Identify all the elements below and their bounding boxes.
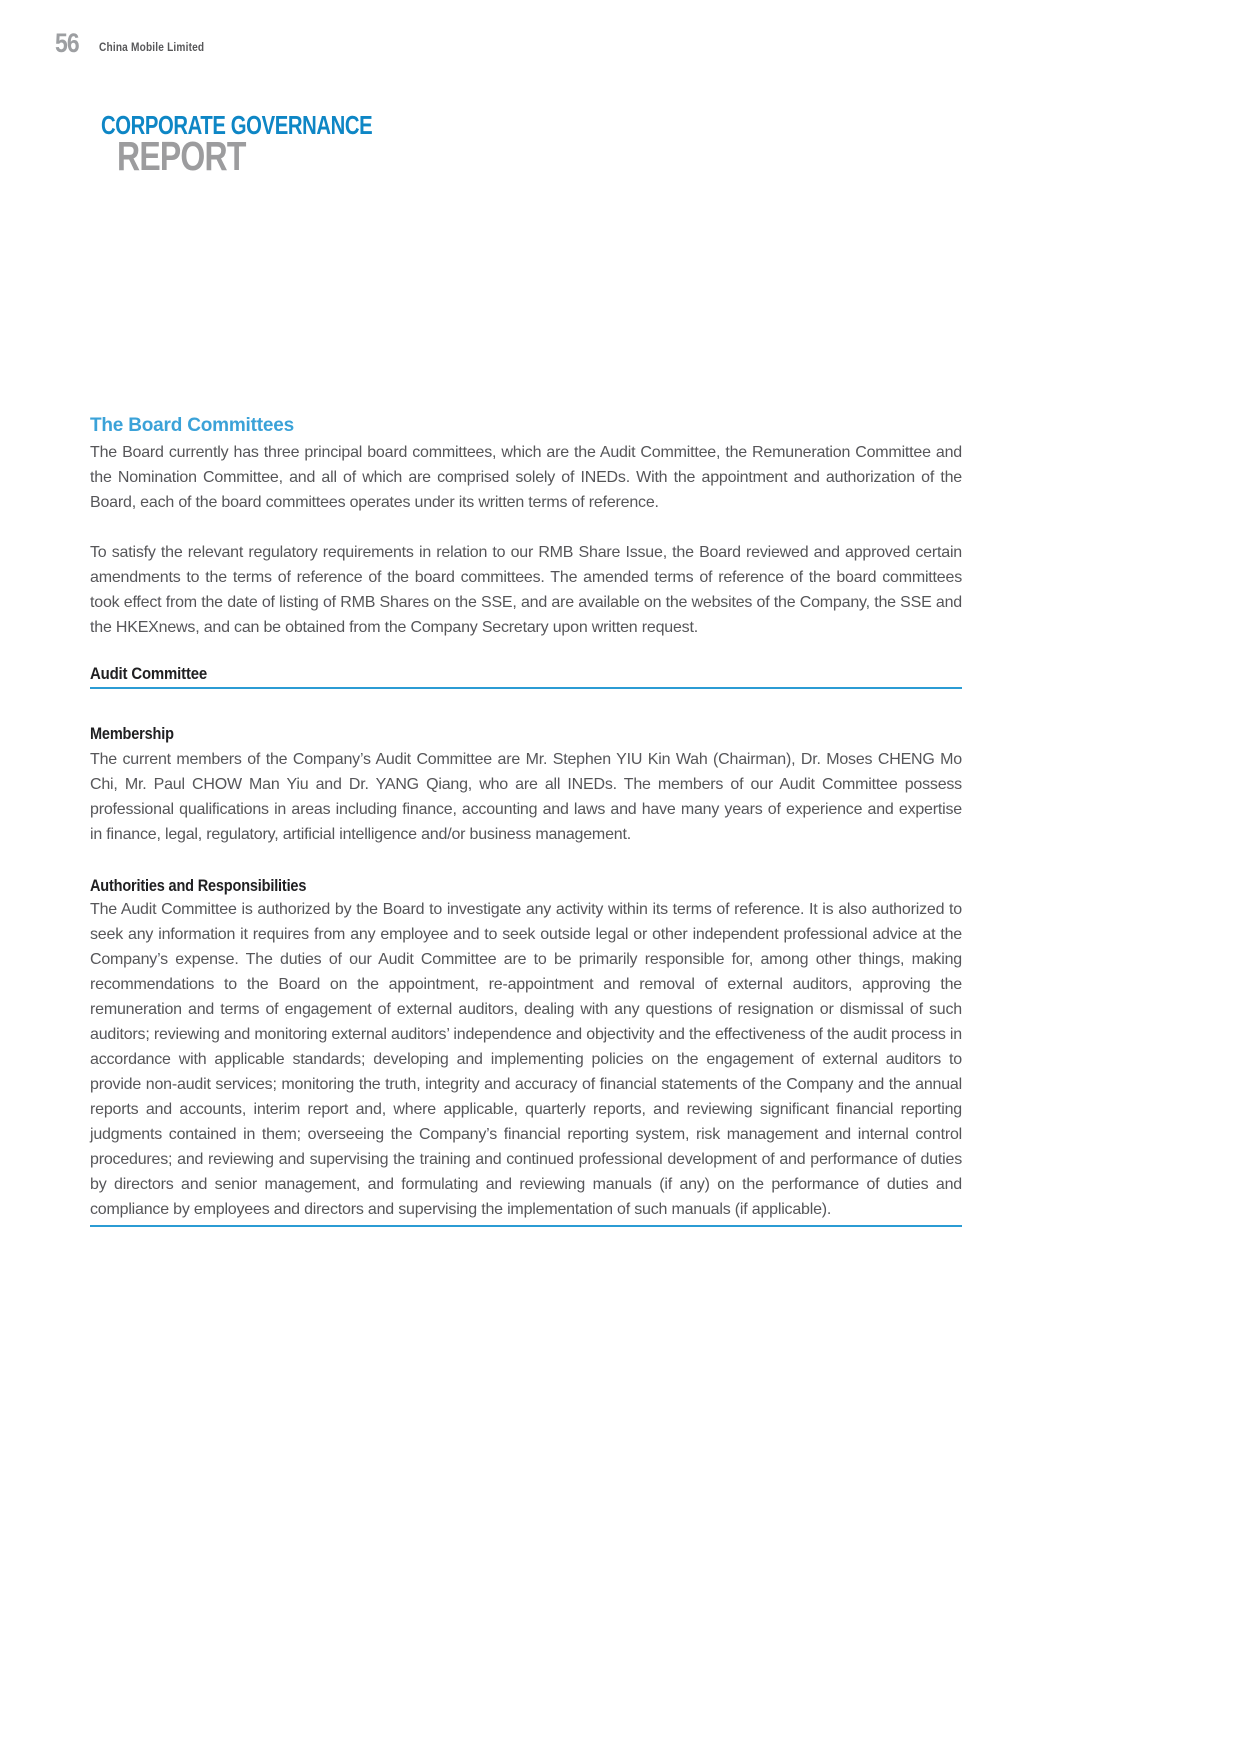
- audit-committee-divider: [90, 687, 962, 689]
- page-number: 56: [55, 28, 79, 58]
- bottom-divider: [90, 1225, 962, 1227]
- content-column: [90, 411, 962, 1227]
- board-committees-heading: The Board Committees: [90, 415, 294, 436]
- report-title-line2: REPORT: [117, 133, 246, 180]
- company-name: China Mobile Limited: [99, 42, 205, 54]
- board-committees-paragraph-1: The Board currently has three principal board committees, which are the Audit Committee, the Remuneration Committee and the Nomination Committee, and all of which are comprised solely of INEDs. With the appointment and authorization of the Board, each of the board committees operates under its written terms of reference.: [90, 444, 962, 511]
- report-title: [101, 110, 449, 180]
- authorities-heading: Authorities and Responsibilities: [90, 877, 307, 895]
- membership-paragraph: The current members of the Company’s Audit Committee are Mr. Stephen YIU Kin Wah (Chairman), Dr. Moses CHENG Mo Chi, Mr. Paul CHOW Man Yiu and Dr. YANG Qiang, who are all INEDs. The members of our Audit Committee possess professional qualifications in areas including finance, accounting and laws and have many years of experience and expertise in finance, legal, regulatory, artificial intelligence and/or business management.: [90, 751, 962, 843]
- board-committees-paragraph-2: To satisfy the relevant regulatory requirements in relation to our RMB Share Issue, the Board reviewed and approved certain amendments to the terms of reference of the board committees. The amended terms of reference of the board committees took effect from the date of listing of RMB Shares on the SSE, and are available on the websites of the Company, the SSE and the HKEXnews, and can be obtained from the Company Secretary upon written request.: [90, 544, 962, 636]
- report-title-line1: CORPORATE GOVERNANCE: [101, 110, 373, 140]
- audit-committee-heading: Audit Committee: [90, 664, 208, 683]
- page-header: [55, 30, 219, 57]
- membership-heading: Membership: [90, 725, 174, 743]
- authorities-paragraph: The Audit Committee is authorized by the Board to investigate any activity within its terms of reference. It is also authorized to seek any information it requires from any employee and to seek outside legal or other independent professional advice at the Company’s expense. The duties of our Audit Committee are to be primarily responsible for, among other things, making recommendations to the Board on the appointment, re-appointment and removal of external auditors, approving the remuneration and terms of engagement of external auditors, dealing with any questions of resignation or dismissal of such auditors; reviewing and monitoring external auditors’ independence and objectivity and the effectiveness of the audit process in accordance with applicable standards; developing and implementing policies on the engagement of external auditors to provide non-audit services; monitoring the truth, integrity and accuracy of financial statements of the Company and the annual reports and accounts, interim report and, where applicable, quarterly reports, and reviewing significant financial reporting judgments contained in them; overseeing the Company’s financial reporting system, risk management and internal control procedures; and reviewing and supervising the training and continued professional development of and performance of duties by directors and senior management, and formulating and reviewing manuals (if any) on the performance of duties and compliance by employees and directors and supervising the implementation of such manuals (if applicable).: [90, 901, 962, 1218]
